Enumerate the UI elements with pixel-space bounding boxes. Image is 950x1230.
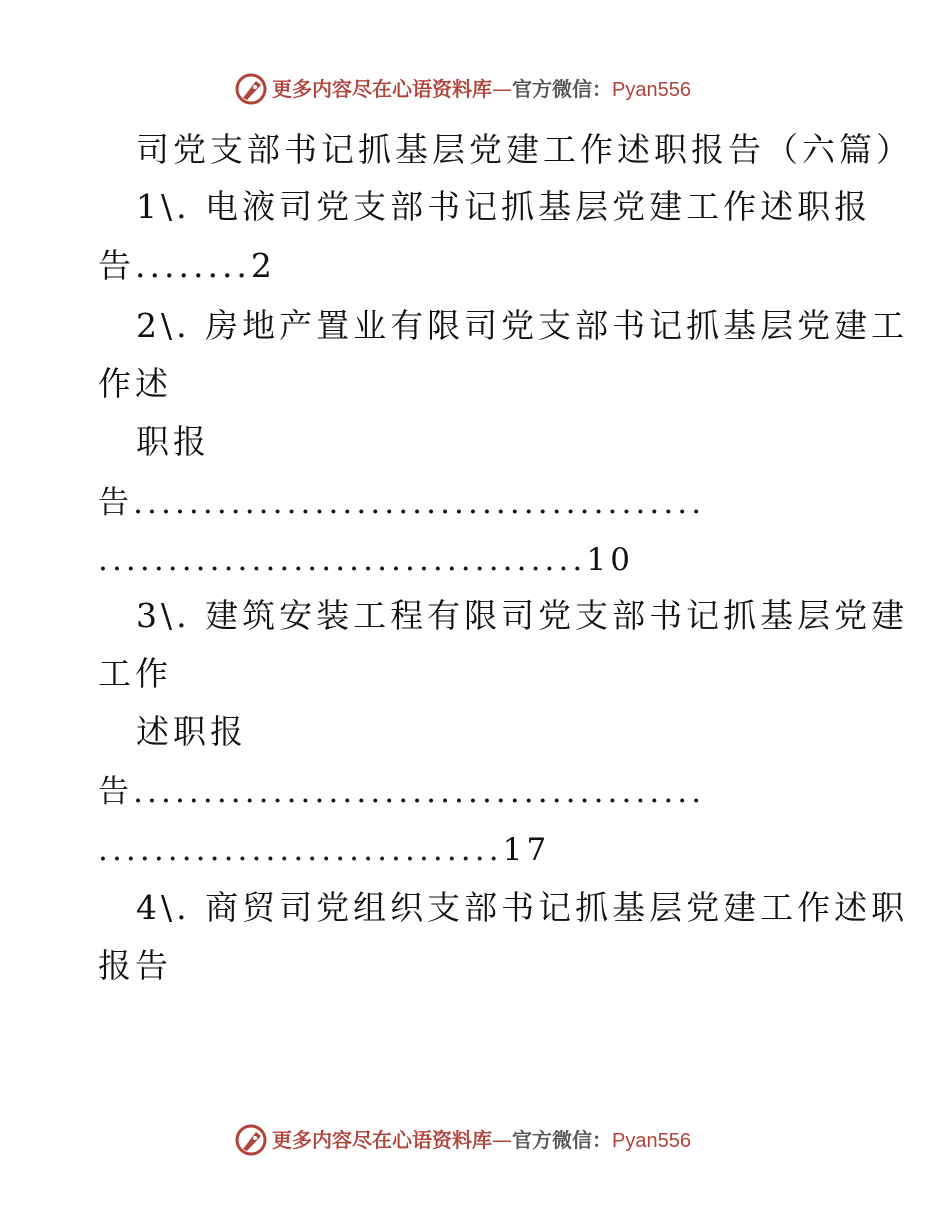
toc-item-2-leader-2: ...................................10 bbox=[98, 542, 635, 578]
footer-watermark-banner bbox=[0, 1121, 950, 1161]
banner-brand-text: 更多内容尽在心语资料库 bbox=[272, 1128, 492, 1152]
toc-item-1-line-2: 告........2 bbox=[98, 246, 276, 285]
toc-item-4-line-2: 报告 bbox=[98, 946, 172, 985]
banner-dash: — bbox=[492, 77, 512, 101]
toc-item-2-line-3: 职报 bbox=[136, 422, 210, 461]
banner-brand-text: 更多内容尽在心语资料库 bbox=[272, 77, 492, 101]
banner-wechat-id: Pyan556 bbox=[612, 79, 691, 101]
toc-item-3-leader-2: .............................17 bbox=[98, 832, 551, 868]
toc-item-3-line-2: 工作 bbox=[98, 654, 172, 693]
banner-text bbox=[272, 1128, 691, 1153]
toc-item-4-line-1: 4\. 商贸司党组织支部书记抓基层党建工作述职 bbox=[136, 888, 909, 927]
toc-item-1-line-1: 1\. 电液司党支部书记抓基层党建工作述职报 bbox=[136, 187, 872, 226]
pen-nib-logo-icon bbox=[234, 1123, 268, 1157]
banner-text bbox=[272, 77, 691, 102]
pen-nib-logo-icon bbox=[234, 72, 268, 106]
header-watermark-banner bbox=[0, 70, 950, 110]
toc-item-2-leader-1: 告......................................... bbox=[98, 485, 706, 521]
toc-item-3-leader-1: 告......................................... bbox=[98, 774, 706, 810]
toc-item-3-line-3: 述职报 bbox=[136, 712, 247, 751]
banner-wechat-id: Pyan556 bbox=[612, 1130, 691, 1152]
banner-official-label: 官方微信： bbox=[512, 1128, 612, 1152]
banner-dash: — bbox=[492, 1128, 512, 1152]
toc-item-2-line-2: 作述 bbox=[98, 364, 172, 403]
toc-item-3-line-1: 3\. 建筑安装工程有限司党支部书记抓基层党建 bbox=[136, 596, 909, 635]
banner-official-label: 官方微信： bbox=[512, 77, 612, 101]
document-title: 司党支部书记抓基层党建工作述职报告（六篇） bbox=[136, 130, 913, 169]
toc-item-2-line-1: 2\. 房地产置业有限司党支部书记抓基层党建工 bbox=[136, 306, 909, 345]
